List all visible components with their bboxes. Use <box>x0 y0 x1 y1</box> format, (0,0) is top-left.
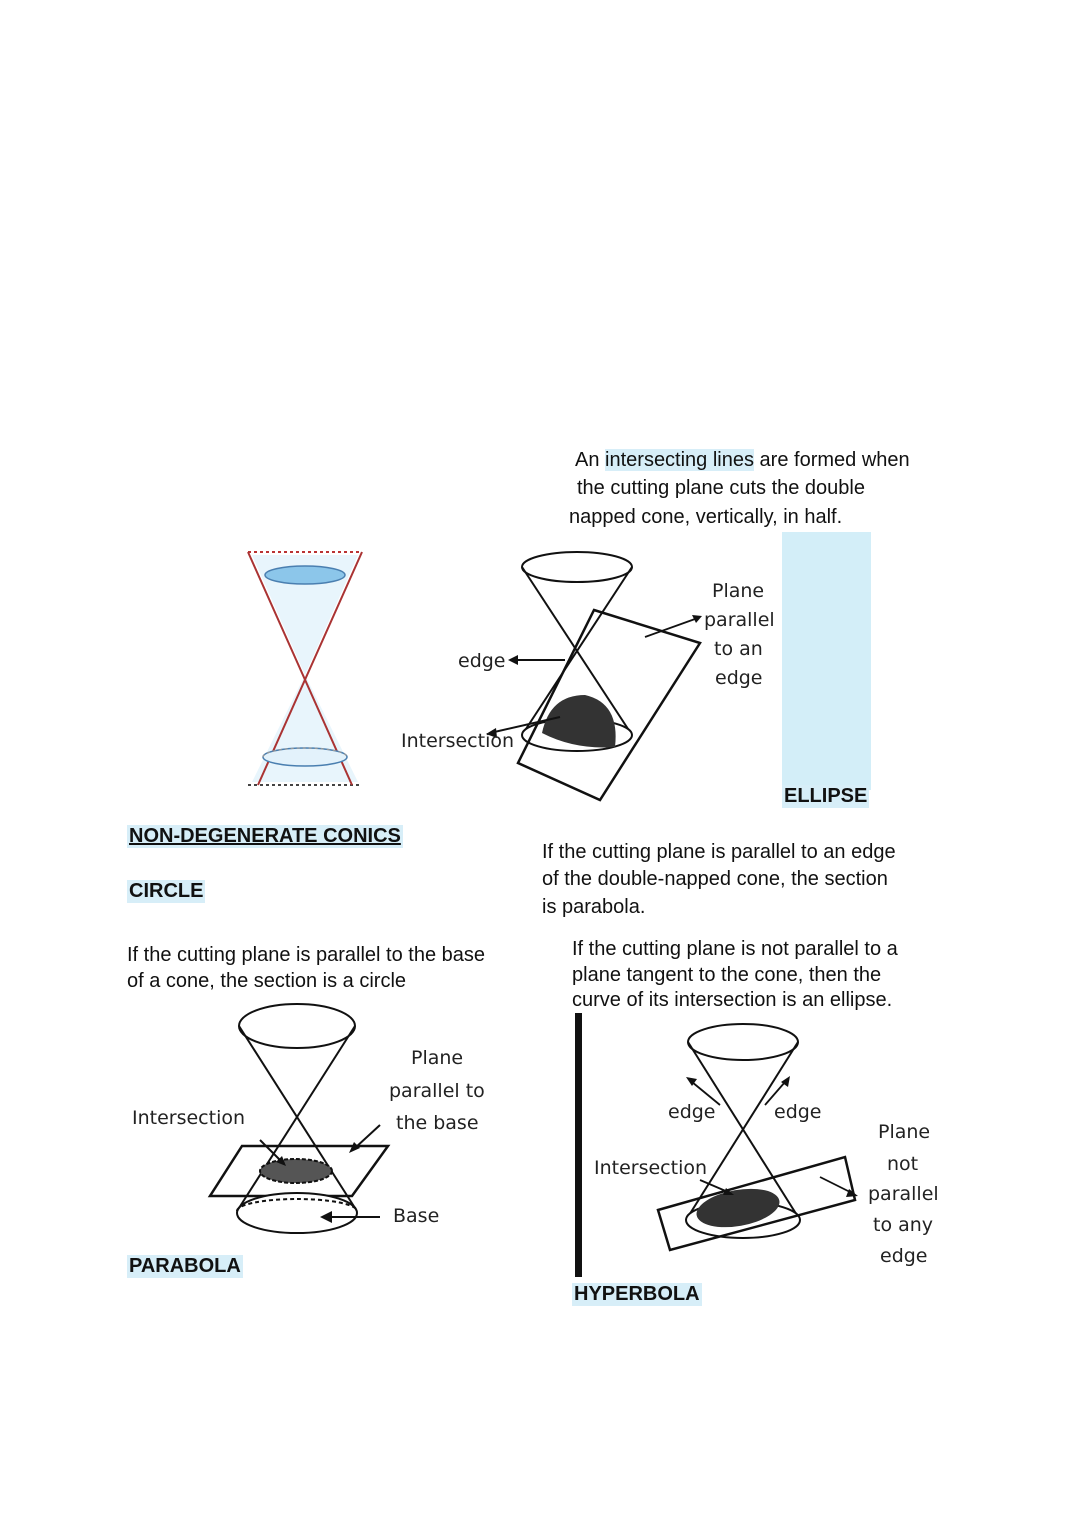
label-edge: edge <box>458 650 506 672</box>
intersecting-lines-text-line2: the cutting plane cuts the double <box>577 477 865 499</box>
circle-text-line1: If the cutting plane is parallel to the base <box>127 944 486 966</box>
label-intersection: Intersection <box>401 730 515 752</box>
circle-label-intersection: Intersection <box>132 1107 246 1129</box>
circle-label-base: Base <box>393 1205 440 1227</box>
label-edge-2: edge <box>715 667 763 689</box>
ellipse-text-line1: If the cutting plane is not parallel to a <box>572 938 898 960</box>
vertical-bar <box>575 1013 582 1277</box>
heading-non-degenerate-conics: NON-DEGENERATE CONICS <box>129 825 401 847</box>
intersecting-lines-text-line3: napped cone, vertically, in half. <box>569 506 843 528</box>
circle-label-plane: Plane <box>411 1047 464 1069</box>
heading-hyperbola: HYPERBOLA <box>574 1283 700 1305</box>
parabola-text-line1: If the cutting plane is parallel to an edge <box>542 841 896 863</box>
label-plane: Plane <box>712 580 765 602</box>
ellipse-diagram <box>640 1020 880 1260</box>
ellipse-text-line2: plane tangent to the cone, then the <box>572 964 882 986</box>
intersecting-lines-text-line1: An intersecting lines are formed when <box>575 449 910 471</box>
ellipse-label-edge: edge <box>880 1245 928 1267</box>
ellipse-text-line3: curve of its intersection is an ellipse. <box>572 989 893 1011</box>
ellipse-label-plane: Plane <box>878 1121 931 1143</box>
heading-ellipse: ELLIPSE <box>784 785 868 807</box>
circle-text-line2: of a cone, the section is a circle <box>127 970 407 992</box>
intersecting-lines-highlight: intersecting lines <box>605 449 754 471</box>
parabola-text-line3: is parabola. <box>542 896 646 918</box>
ellipse-label-to-any: to any <box>873 1214 934 1236</box>
label-parallel: parallel <box>704 609 775 631</box>
double-napped-cone-diagram <box>240 540 370 790</box>
heading-circle: CIRCLE <box>129 880 204 902</box>
circle-label-parallel-to: parallel to <box>389 1080 485 1102</box>
ellipse-label-parallel: parallel <box>868 1183 939 1205</box>
parabola-text-line2: of the double-napped cone, the section <box>542 868 888 890</box>
ellipse-label-not: not <box>887 1153 919 1175</box>
label-to-an: to an <box>714 638 763 660</box>
heading-parabola: PARABOLA <box>129 1255 241 1277</box>
ellipse-label-intersection: Intersection <box>594 1157 708 1179</box>
circle-label-the-base: the base <box>396 1112 479 1134</box>
ellipse-label-edge-right: edge <box>774 1101 822 1123</box>
ellipse-label-edge-left: edge <box>668 1101 716 1123</box>
